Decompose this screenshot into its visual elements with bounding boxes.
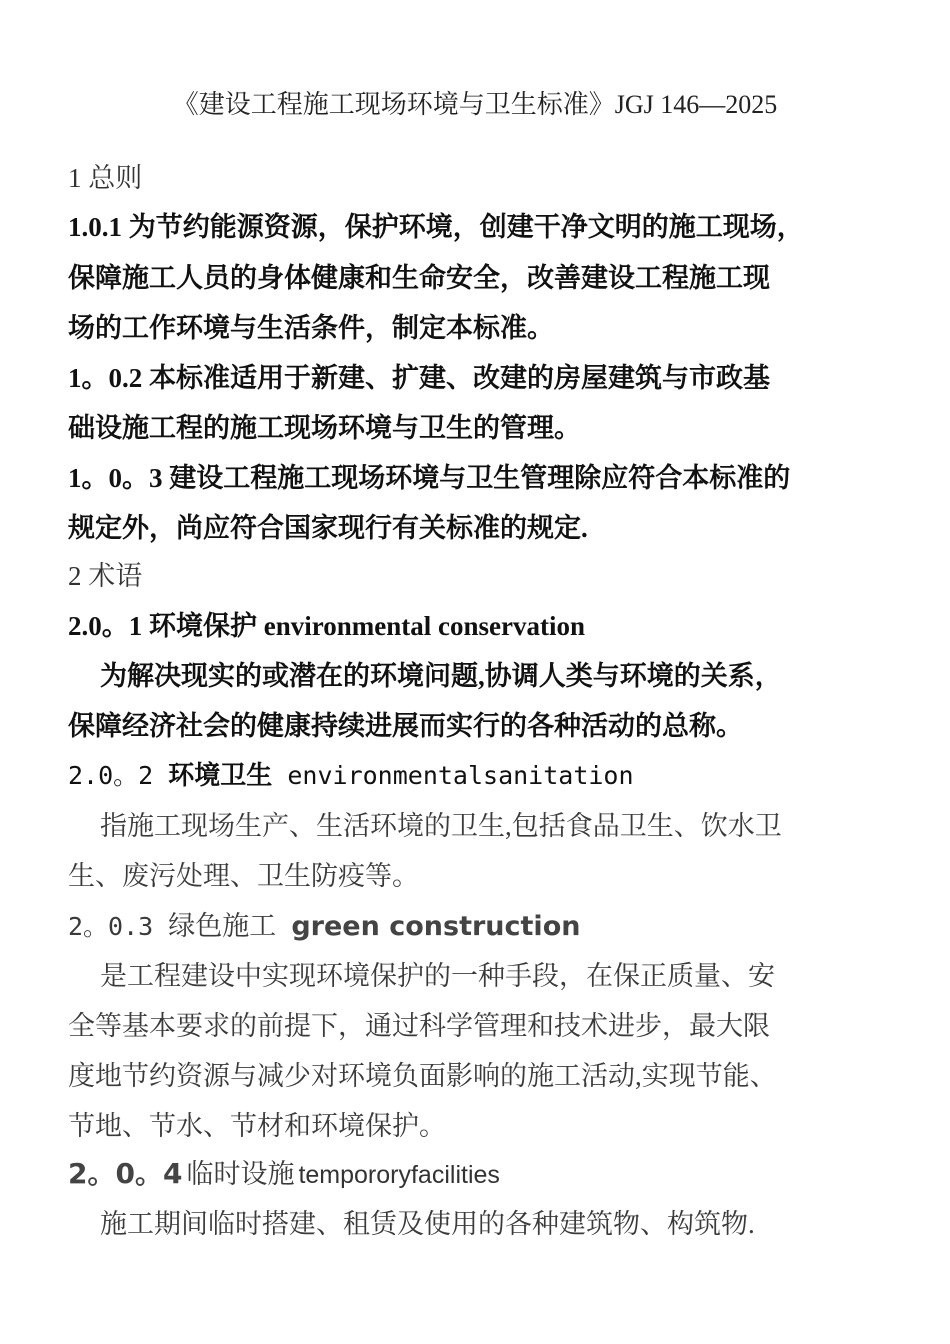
section-heading-general: 1 总则 (68, 163, 143, 193)
term-2-0-3-def-line-3: 度地节约资源与减少对环境负面影响的施工活动,实现节能、 (68, 1061, 777, 1091)
term-2-0-3-def-line-1: 是工程建设中实现环境保护的一种手段，在保正质量、安 (100, 961, 775, 991)
term-2-0-1-header (68, 604, 585, 643)
term-number: 2.0。1 (68, 611, 143, 641)
clause-1-0-2-line-2: 础设施工程的施工现场环境与卫生的管理。 (68, 413, 581, 443)
clause-1-0-1-line-3: 场的工作环境与生活条件，制定本标准。 (68, 313, 554, 343)
clause-number: 1。0。3 (68, 463, 163, 493)
term-2-0-2-header (68, 755, 634, 792)
term-name: 绿色施工 (168, 911, 277, 941)
term-number: 2.0。2 (68, 761, 154, 790)
term-number: 2。0。4 (68, 1157, 183, 1190)
term-name: 环境保护 (149, 611, 257, 641)
term-name: 环境卫生 (168, 761, 273, 791)
document-title: 《建设工程施工现场环境与卫生标准》JGJ 146—2025 (172, 90, 778, 119)
term-2-0-2-def-line-1: 指施工现场生产、生活环境的卫生,包括食品卫生、饮水卫 (100, 811, 782, 841)
clause-text: 本标准适用于新建、扩建、改建的房屋建筑与市政基 (149, 363, 770, 393)
clause-1-0-1-line-2: 保障施工人员的身体健康和生命安全，改善建设工程施工现 (68, 263, 770, 293)
term-2-0-1-def-line-2: 保障经济社会的健康持续进展而实行的各种活动的总称。 (68, 711, 743, 741)
term-name: 临时设施 (186, 1159, 295, 1189)
clause-number: 1.0.1 (68, 212, 122, 242)
term-2-0-3-def-line-2: 全等基本要求的前提下，通过科学管理和技术进步，最大限 (68, 1011, 770, 1041)
term-english: environmentalsanitation (287, 761, 634, 790)
term-english: green construction (291, 911, 581, 942)
clause-1-0-3-line-1 (68, 456, 790, 495)
term-2-0-4-def-line-1: 施工期间临时搭建、租赁及使用的各种建筑物、构筑物. (100, 1209, 755, 1239)
clause-1-0-3-line-2: 规定外，尚应符合国家现行有关标准的规定. (68, 513, 588, 543)
clause-number: 1。0.2 (68, 363, 143, 393)
term-english: tempororyfacilities (298, 1161, 500, 1189)
section-heading-terms: 2 术语 (68, 561, 143, 591)
term-2-0-3-header (68, 904, 580, 943)
clause-text: 建设工程施工现场环境与卫生管理除应符合本标准的 (169, 463, 791, 493)
term-2-0-4-header (68, 1152, 500, 1192)
term-number: 2。0.3 (68, 912, 154, 941)
term-2-0-2-def-line-2: 生、废污处理、卫生防疫等。 (68, 861, 419, 891)
clause-1-0-1-line-1 (68, 205, 804, 244)
term-english: environmental conservation (263, 611, 585, 641)
term-2-0-3-def-line-4: 节地、节水、节材和环境保护。 (68, 1111, 446, 1141)
clause-1-0-2-line-1 (68, 356, 770, 395)
term-2-0-1-def-line-1: 为解决现实的或潜在的环境问题,协调人类与环境的关系， (100, 661, 782, 691)
clause-text: 为节约能源资源，保护环境，创建干净文明的施工现场， (128, 212, 804, 242)
